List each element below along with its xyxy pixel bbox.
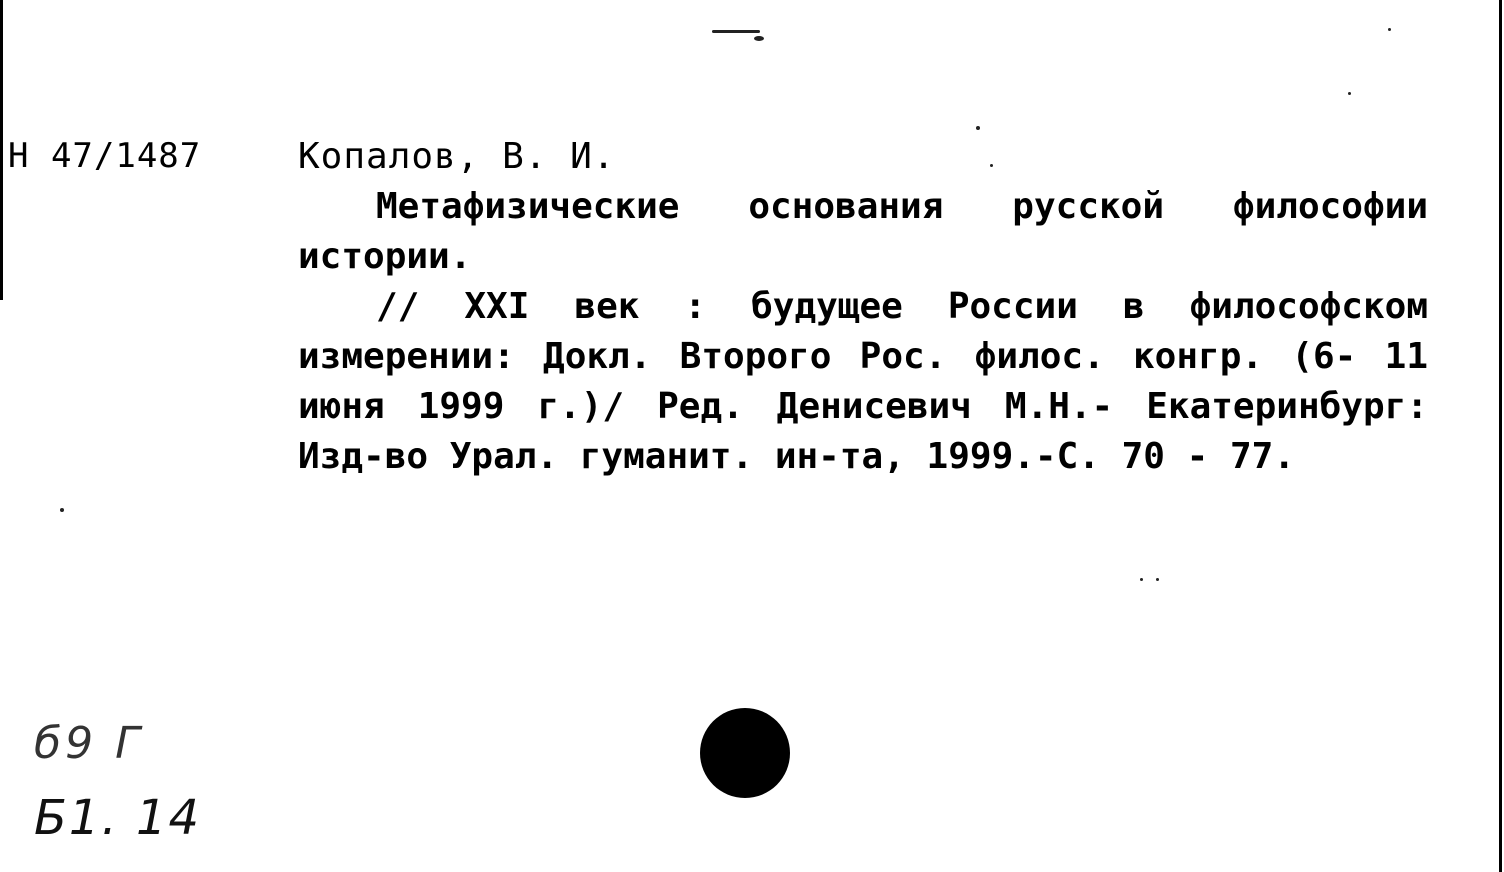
handwritten-note: Б1. 14 — [34, 790, 202, 846]
speckle — [712, 30, 760, 33]
speckle — [1156, 578, 1159, 581]
speckle — [60, 508, 64, 512]
punch-hole — [700, 708, 790, 798]
source-citation: // XXI век : будущее России в философском измерении: Докл. Второго Рос. филос. конгр. (6- 11 июня 1999 г.)/ Ред. Денисевич М.Н.- Екатеринбург: Изд-во Урал. гуманит. ин-та, 1999.-С. 70 - 77. — [298, 286, 1428, 477]
author: Копалов, В. И. — [298, 136, 616, 177]
speckle — [1348, 92, 1351, 95]
speckle — [754, 36, 764, 41]
shelfmark: Н 47/1487 — [8, 136, 202, 176]
handwritten-note: б9 Г — [34, 718, 144, 769]
bibliographic-entry — [298, 132, 1428, 482]
speckle — [1388, 28, 1391, 31]
speckle — [1140, 578, 1143, 581]
card-left-edge — [0, 0, 3, 300]
speckle — [976, 126, 980, 130]
work-title: Метафизические основания русской философии истории. — [298, 186, 1428, 277]
card-right-edge — [1499, 0, 1502, 872]
